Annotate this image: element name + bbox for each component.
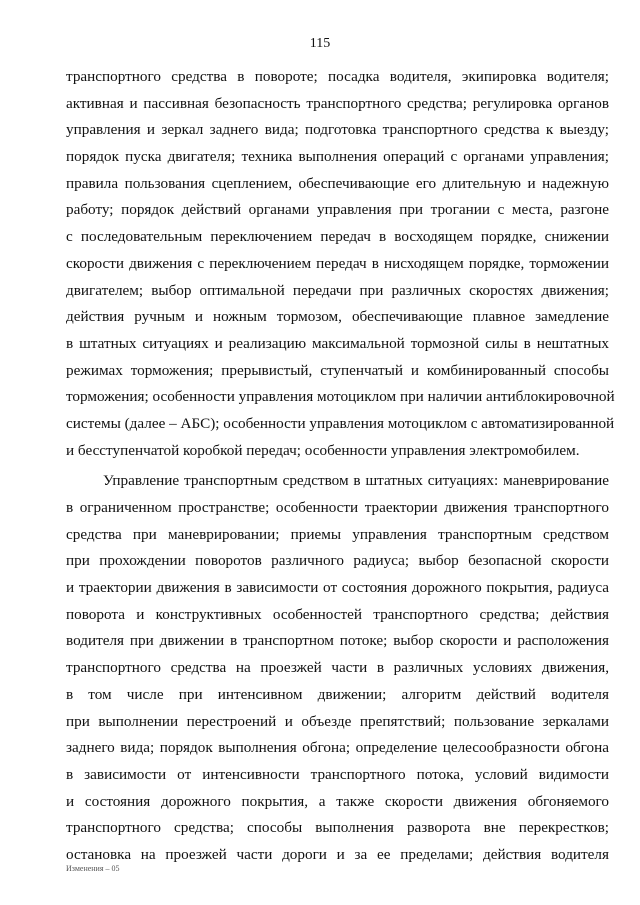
text-line: при выполнении перестроений и объезде препятствий; пользование зеркалами [66,712,609,730]
text-line: при прохождении поворотов различного радиуса; выбор безопасной скорости [66,552,609,570]
text-line: и состояния дорожного покрытия, а также скорости движения обгоняемого [66,792,609,810]
text-line: правила пользования сцеплением, обеспечивающие его длительную и надежную [66,174,609,192]
text-line: Управление транспортным средством в штатных ситуациях: маневрирование [103,472,609,490]
text-line: двигателем; выбор оптимальной передачи при различных скоростях движения; [66,281,609,299]
text-line: с последовательным переключением передач в восходящем порядке, снижении [66,228,609,246]
text-line: в штатных ситуациях и реализацию максимальной тормозной силы в нештатных [66,334,609,352]
document-body [66,64,615,869]
text-line: действия ручным и ножным тормозом, обеспечивающие плавное замедление [66,308,609,326]
text-line: в зависимости от интенсивности транспортного потока, условий видимости [66,765,609,783]
text-line: торможения; особенности управления мотоциклом при наличии антиблокировочной [66,388,615,406]
text-line: остановка на проезжей части дороги и за ее пределами; действия водителя [66,845,609,863]
page-number: 115 [309,36,331,51]
text-line: водителя при движении в транспортном потоке; выбор скорости и расположения [66,632,609,650]
text-line: транспортного средства; способы выполнения разворота вне перекрестков; [66,819,609,837]
text-line: управления и зеркал заднего вида; подготовка транспортного средства к выезду; [66,121,609,139]
text-line: работу; порядок действий органами управления при трогании с места, разгоне [66,201,609,219]
text-line: активная и пассивная безопасность транспортного средства; регулировка органов [66,94,609,112]
text-line: средства при маневрировании; приемы управления транспортным средством [66,525,609,543]
text-line: порядок пуска двигателя; техника выполнения операций с органами управления; [66,148,609,166]
text-line: в том числе при интенсивном движении; алгоритм действий водителя [66,685,609,703]
paragraph-2 [66,468,609,868]
text-line: скорости движения с переключением передач в нисходящем порядке, торможении [66,254,609,272]
text-line: поворота и конструктивных особенностей транспортного средства; действия [66,605,609,623]
text-line: и траектории движения в зависимости от состояния дорожного покрытия, радиуса [66,579,609,597]
text-line: заднего вида; порядок выполнения обгона; определение целесообразности обгона [66,739,609,757]
text-line: транспортного средства на проезжей части в различных условиях движения, [66,659,609,677]
paragraph-1 [66,64,615,464]
text-line: системы (далее – АБС); особенности управления мотоциклом с автоматизированной [66,414,615,432]
text-line: режимах торможения; прерывистый, ступенчатый и комбинированный способы [66,361,609,379]
text-line: транспортного средства в повороте; посадка водителя, экипировка водителя; [66,68,609,85]
revision-note: Изменения – 05 [66,864,120,873]
text-line: в ограниченном пространстве; особенности траектории движения транспортного [66,499,609,516]
text-line: и бесступенчатой коробкой передач; особенности управления электромобилем. [66,441,580,459]
